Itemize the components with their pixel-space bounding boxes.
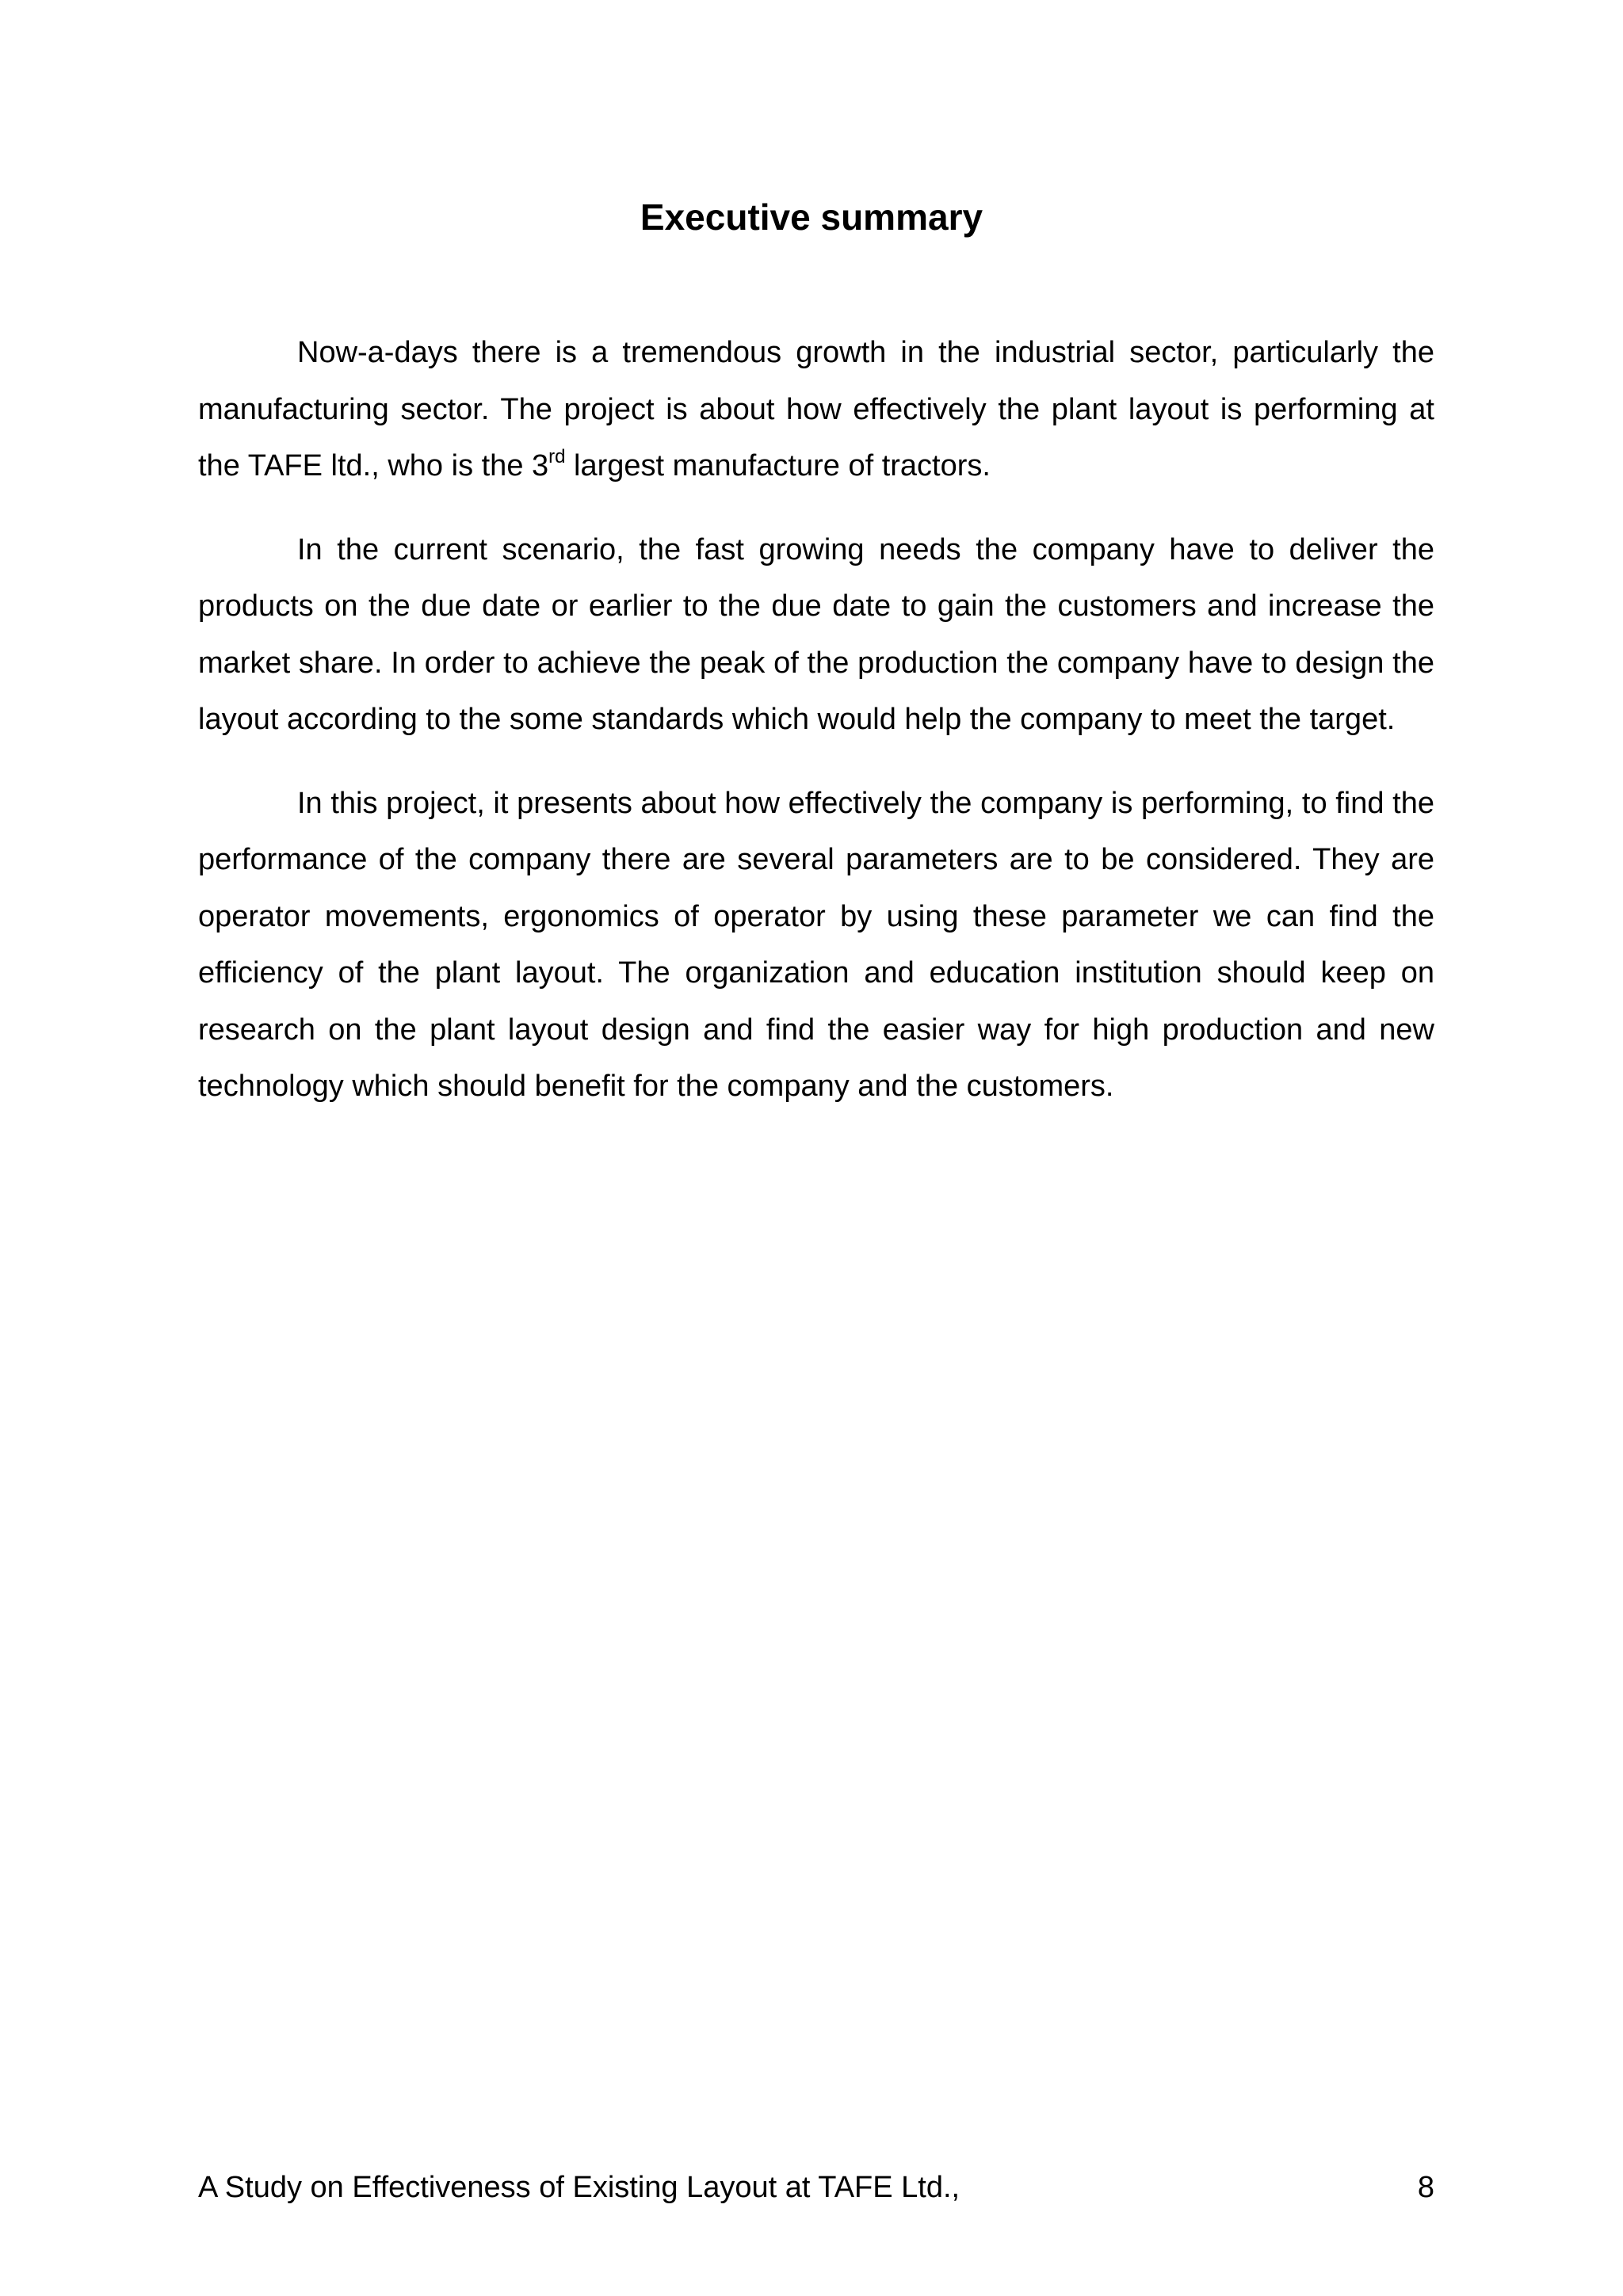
paragraph-3: In this project, it presents about how effectively the company is performing, to find the performance of the company there are several parameters are to be considered. They are operator movements, ergonomics of operator by using these parameter we can find the efficiency of the plant layout. The organization and education institution should keep on research on the plant layout design and find the easier way for high production and new technology which should benefit for the company and the customers. [198,786,1434,1103]
paragraph-1-text-end: largest manufacture of tractors. [565,449,991,482]
page-number: 8 [1417,2171,1434,2204]
document-body [198,325,1434,1142]
page-footer [198,2168,1434,2206]
paragraph-1-text: Now-a-days there is a tremendous growth in the industrial sector, particularly the manufacturing sector. The project is about how effectively the plant layout is performing at the TAFE ltd., who is the 3 [198,336,1434,482]
footer-title: A Study on Effectiveness of Existing Layout at TAFE Ltd., [198,2171,960,2204]
paragraph-2: In the current scenario, the fast growing needs the company have to deliver the products on the due date or earlier to the due date to gain the customers and increase the market share. In order to achieve the peak of the production the company have to design the layout according to the some standards which would help the company to meet the target. [198,532,1434,736]
ordinal-superscript: rd [548,446,566,467]
page-title: Executive summary [640,196,983,238]
paragraph-1 [198,325,1434,495]
